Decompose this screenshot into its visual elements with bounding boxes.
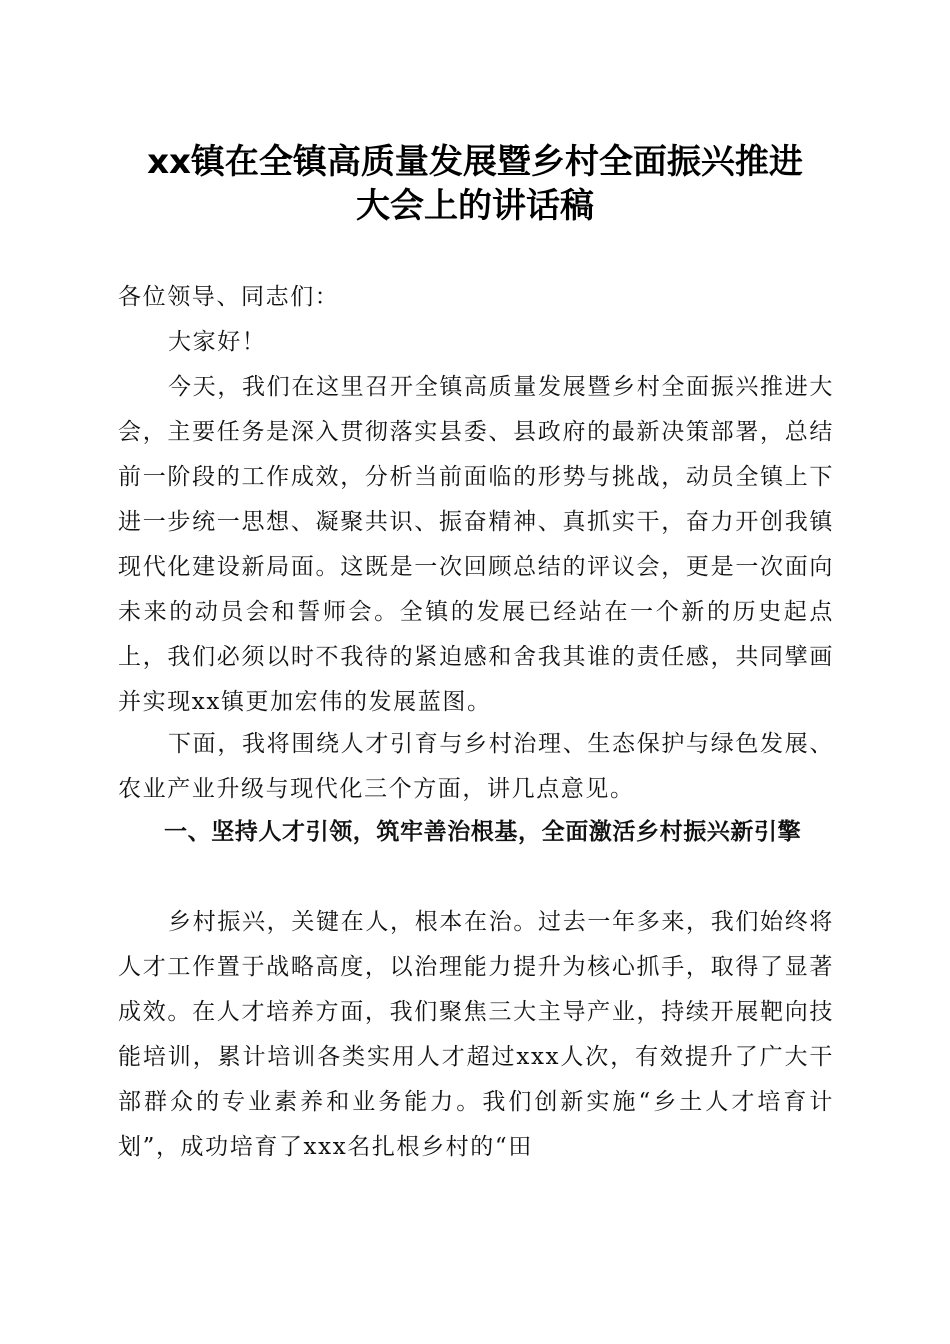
- paragraph-outline: 下面，我将围绕人才引育与乡村治理、生态保护与绿色发展、农业产业升级与现代化三个方面，讲几点意见。: [118, 731, 834, 802]
- paragraph-section-1: 乡村振兴，关键在人，根本在治。过去一年多来，我们始终将人才工作置于战略高度，以治理能力提升为核心抓手，取得了显著成效。在人才培养方面，我们聚焦三大主导产业，持续开展靶向技能培训，累计培训各类实用人才超过xxx人次，有效提升了广大干部群众的专业素养和业务能力。我们创新实施“乡土人才培育计划”，成功培育了xxx名扎根乡村的“田: [118, 909, 834, 1160]
- document-title-line-1: xx镇在全镇高质量发展暨乡村全面振兴推进: [147, 142, 803, 182]
- greeting: 大家好！: [168, 329, 267, 355]
- paragraph-opening: 今天，我们在这里召开全镇高质量发展暨乡村全面振兴推进大会，主要任务是深入贯彻落实县委、县政府的最新决策部署，总结前一阶段的工作成效，分析当前面临的形势与挑战，动员全镇上下进一步统一思想、凝聚共识、振奋精神、真抓实干，奋力开创我镇现代化建设新局面。这既是一次回顾总结的评议会，更是一次面向未来的动员会和誓师会。全镇的发展已经站在一个新的历史起点上，我们必须以时不我待的紧迫感和舍我其谁的责任感，共同擘画并实现xx镇更加宏伟的发展蓝图。: [118, 374, 834, 715]
- document-title-line-2: 大会上的讲话稿: [356, 186, 594, 226]
- section-heading-1: 一、坚持人才引领，筑牢善治根基，全面激活乡村振兴新引擎: [164, 819, 802, 845]
- salutation: 各位领导、同志们：: [118, 284, 340, 310]
